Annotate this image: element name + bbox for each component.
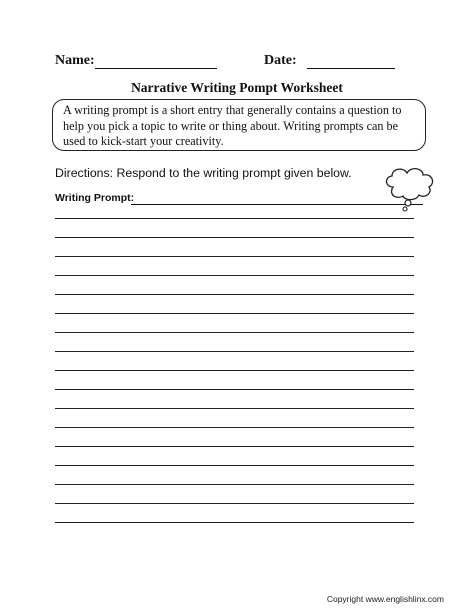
writing-line[interactable] — [55, 522, 414, 523]
intro-box — [52, 99, 426, 151]
writing-line[interactable] — [55, 370, 414, 371]
directions-text: Directions: Respond to the writing prompt given below. — [55, 166, 352, 180]
writing-line[interactable] — [55, 503, 414, 504]
writing-line[interactable] — [55, 446, 414, 447]
date-label: Date: — [264, 53, 297, 68]
writing-line[interactable] — [55, 313, 414, 314]
writing-line[interactable] — [55, 256, 414, 257]
intro-text: A writing prompt is a short entry that generally contains a question to help you pick a topic to write or thing about. Writing prompts can be used to kick-start your creativity. — [63, 103, 402, 148]
header-row — [0, 53, 474, 73]
writing-line[interactable] — [55, 275, 414, 276]
writing-line[interactable] — [55, 237, 414, 238]
date-blank-line[interactable] — [307, 68, 395, 69]
writing-line[interactable] — [55, 218, 414, 219]
writing-line[interactable] — [55, 294, 414, 295]
worksheet-title: Narrative Writing Pompt Worksheet — [131, 80, 343, 95]
writing-line[interactable] — [55, 351, 414, 352]
name-blank-line[interactable] — [95, 68, 217, 69]
thought-cloud-icon — [375, 165, 445, 215]
writing-line[interactable] — [55, 484, 414, 485]
writing-prompt-label: Writing Prompt: — [55, 192, 135, 204]
writing-line[interactable] — [55, 427, 414, 428]
writing-line[interactable] — [55, 408, 414, 409]
writing-line[interactable] — [55, 332, 414, 333]
writing-line[interactable] — [55, 389, 414, 390]
name-label: Name: — [55, 53, 95, 68]
writing-line[interactable] — [55, 465, 414, 466]
copyright-text: Copyright www.englishlinx.com — [326, 594, 444, 604]
